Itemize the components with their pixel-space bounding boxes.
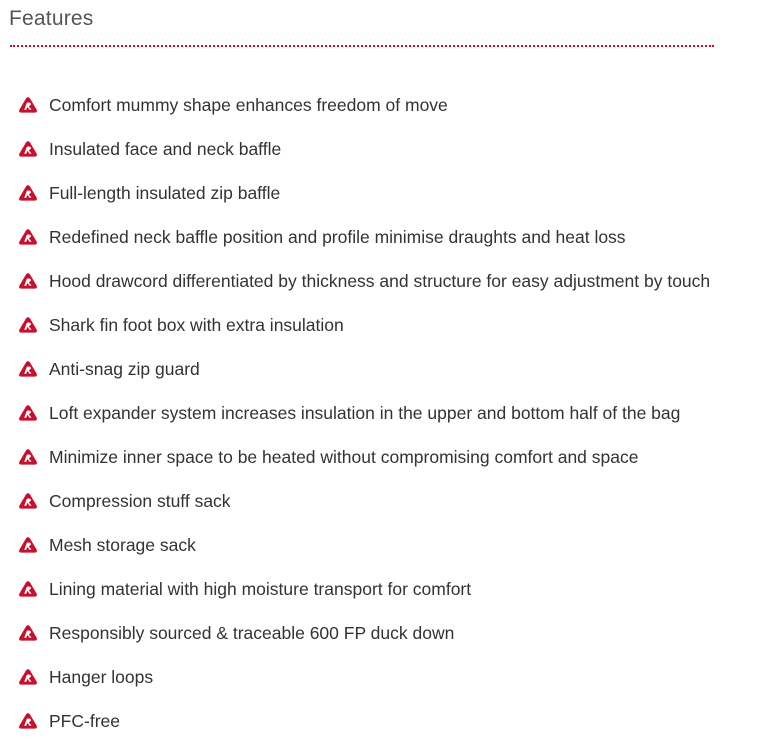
section-title: Features xyxy=(9,7,94,30)
list-item xyxy=(0,700,776,744)
list-item xyxy=(0,260,776,304)
list-item xyxy=(0,128,776,172)
feature-text: Insulated face and neck baffle xyxy=(49,139,282,159)
feature-list xyxy=(0,84,776,744)
list-item xyxy=(0,84,776,128)
feature-text: Hanger loops xyxy=(49,667,154,687)
list-item xyxy=(0,436,776,480)
red-triangle-r-logo-icon xyxy=(18,624,38,642)
list-item xyxy=(0,392,776,436)
red-triangle-r-logo-icon xyxy=(18,316,38,334)
feature-text: Hood drawcord differentiated by thickness and structure for easy adjustment by touch xyxy=(49,271,711,291)
red-triangle-r-logo-icon xyxy=(18,404,38,422)
feature-text: Anti-snag zip guard xyxy=(49,359,200,379)
list-item xyxy=(0,656,776,700)
red-triangle-r-logo-icon xyxy=(18,668,38,686)
list-item xyxy=(0,524,776,568)
feature-text: Redefined neck baffle position and profile minimise draughts and heat loss xyxy=(49,227,626,247)
feature-text: Mesh storage sack xyxy=(49,535,196,555)
red-triangle-r-logo-icon xyxy=(18,536,38,554)
red-triangle-r-logo-icon xyxy=(18,96,38,114)
feature-text: Responsibly sourced & traceable 600 FP duck down xyxy=(49,623,455,643)
red-triangle-r-logo-icon xyxy=(18,492,38,510)
feature-text: Loft expander system increases insulation in the upper and bottom half of the bag xyxy=(49,403,681,423)
red-triangle-r-logo-icon xyxy=(18,184,38,202)
feature-text: Compression stuff sack xyxy=(49,491,231,511)
red-triangle-r-logo-icon xyxy=(18,360,38,378)
list-item xyxy=(0,172,776,216)
list-item xyxy=(0,216,776,260)
title-divider xyxy=(10,45,714,47)
feature-text: Lining material with high moisture transport for comfort xyxy=(49,579,472,599)
red-triangle-r-logo-icon xyxy=(18,140,38,158)
red-triangle-r-logo-icon xyxy=(18,228,38,246)
red-triangle-r-logo-icon xyxy=(18,580,38,598)
red-triangle-r-logo-icon xyxy=(18,272,38,290)
feature-text: PFC-free xyxy=(49,711,120,731)
feature-text: Full-length insulated zip baffle xyxy=(49,183,281,203)
feature-text: Shark fin foot box with extra insulation xyxy=(49,315,344,335)
feature-text: Minimize inner space to be heated without compromising comfort and space xyxy=(49,447,639,467)
red-triangle-r-logo-icon xyxy=(18,448,38,466)
list-item xyxy=(0,304,776,348)
feature-text: Comfort mummy shape enhances freedom of move xyxy=(49,95,448,115)
list-item xyxy=(0,480,776,524)
list-item xyxy=(0,568,776,612)
red-triangle-r-logo-icon xyxy=(18,712,38,730)
list-item xyxy=(0,348,776,392)
list-item xyxy=(0,612,776,656)
